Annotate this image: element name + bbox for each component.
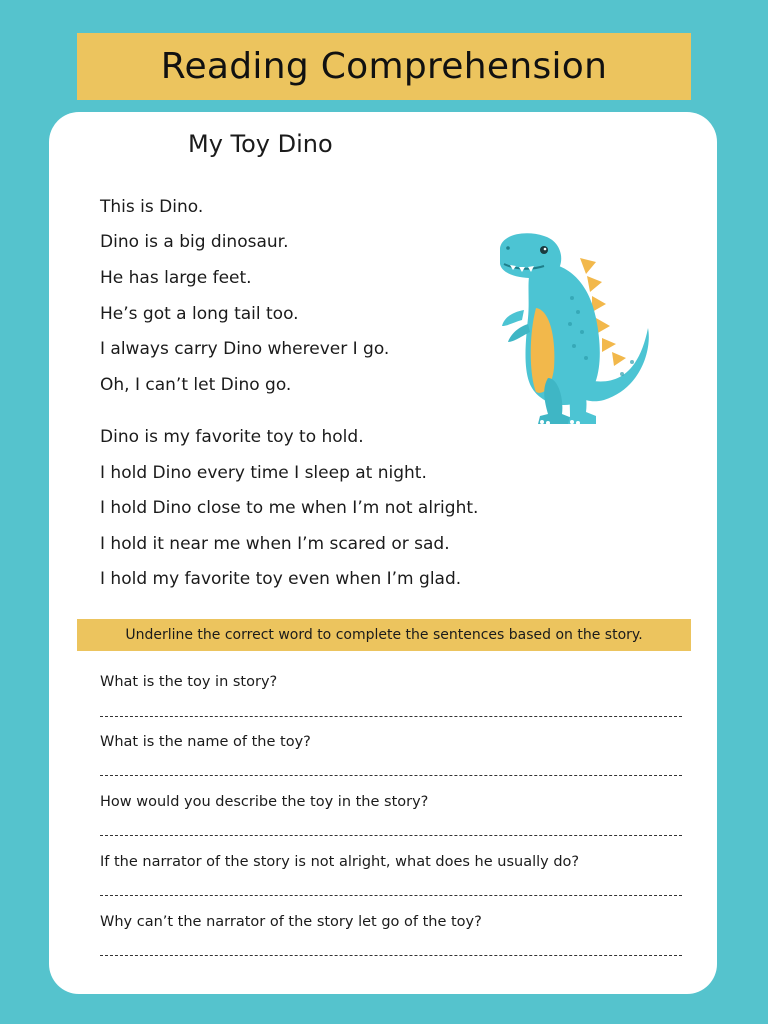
story-line: Dino is a big dinosaur. xyxy=(100,232,289,252)
question: Why can’t the narrator of the story let go of the toy? xyxy=(100,914,482,930)
question: What is the toy in story? xyxy=(100,674,278,690)
title-banner xyxy=(77,33,691,100)
answer-line[interactable] xyxy=(100,835,682,836)
story-line: Oh, I can’t let Dino go. xyxy=(100,375,292,395)
story-line: I always carry Dino wherever I go. xyxy=(100,339,390,359)
story-line: He has large feet. xyxy=(100,268,252,288)
page-title: Reading Comprehension xyxy=(160,46,608,87)
question: If the narrator of the story is not alright, what does he usually do? xyxy=(100,854,580,870)
question: What is the name of the toy? xyxy=(100,734,311,750)
instruction-bar: Underline the correct word to complete the sentences based on the story. xyxy=(77,619,691,651)
question: How would you describe the toy in the story? xyxy=(100,794,429,810)
story-line: I hold it near me when I’m scared or sad. xyxy=(100,534,450,554)
dinosaur-icon xyxy=(492,228,654,426)
story-line: I hold Dino every time I sleep at night. xyxy=(100,463,427,483)
answer-line[interactable] xyxy=(100,775,682,776)
story-line: He’s got a long tail too. xyxy=(100,304,299,324)
answer-line[interactable] xyxy=(100,716,682,717)
story-line: Dino is my favorite toy to hold. xyxy=(100,427,364,447)
answer-line[interactable] xyxy=(100,895,682,896)
story-line: This is Dino. xyxy=(100,197,204,217)
answer-line[interactable] xyxy=(100,955,682,956)
story-line: I hold my favorite toy even when I’m glad. xyxy=(100,569,462,589)
story-line: I hold Dino close to me when I’m not alright. xyxy=(100,498,479,518)
story-title: My Toy Dino xyxy=(188,130,333,158)
